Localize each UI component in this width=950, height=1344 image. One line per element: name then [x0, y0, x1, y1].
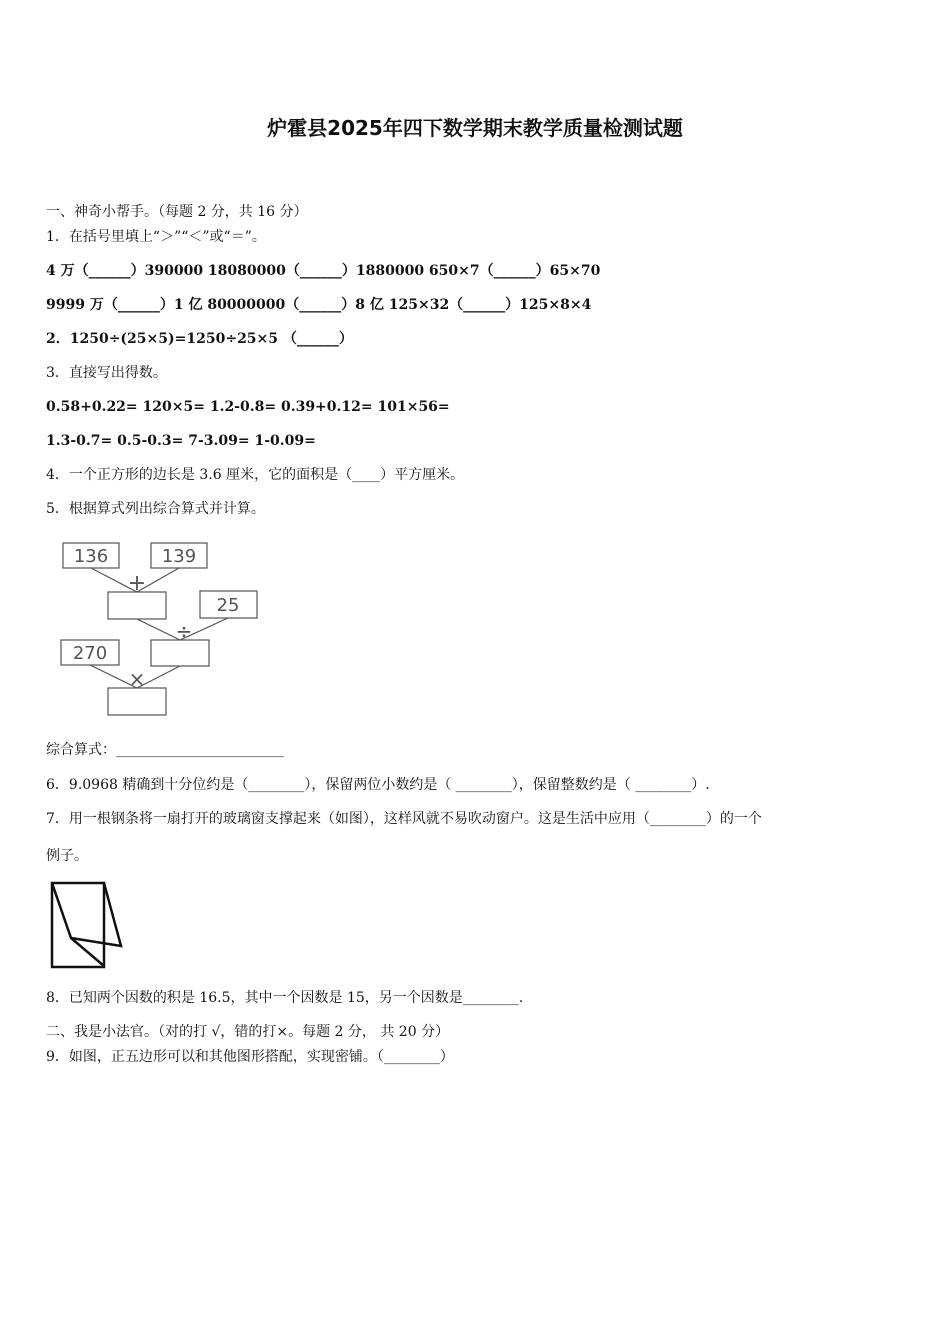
- question-6: 6．9.0968 精确到十分位约是（________），保留两位小数约是（ ________），保留整数约是（ ________）.: [46, 777, 710, 793]
- question-8: 8．已知两个因数的积是 16.5，其中一个因数是 15，另一个因数是________.: [46, 990, 524, 1006]
- blank-box-sum: [108, 592, 166, 619]
- question-3-row-2: 1.3-0.7= 0.5-0.3= 7-3.09= 1-0.09=: [46, 433, 316, 449]
- question-3-row-1: 0.58+0.22= 120×5= 1.2-0.8= 0.39+0.12= 101×56=: [46, 399, 450, 415]
- blank-box-quotient: [151, 640, 209, 666]
- box-139-label: 139: [161, 546, 197, 567]
- question-1-stem: 1．在括号里填上“＞”“＜”或“＝”。: [46, 229, 266, 245]
- question-9: 9．如图，正五边形可以和其他图形搭配，实现密铺。（________）: [46, 1049, 454, 1065]
- question-1-row-2: 9999 万（______）1 亿 80000000（______）8 亿 125×32（______）125×8×4: [46, 297, 592, 313]
- multiply-operator: ×: [128, 667, 146, 691]
- divide-operator: ÷: [175, 619, 193, 643]
- box-136-label: 136: [73, 546, 109, 567]
- blank-box-result: [108, 688, 166, 715]
- page-title: 炉霍县2025年四下数学期末教学质量检测试题: [267, 116, 683, 140]
- question-2: 2．1250÷(25×5)=1250÷25×5 （______）: [46, 331, 353, 347]
- question-7-line-2: 例子。: [46, 848, 88, 864]
- section-1-heading: 一、神奇小帮手。（每题 2 分，共 16 分）: [46, 204, 308, 220]
- propped-window-figure: [46, 878, 126, 970]
- question-1-row-1: 4 万（______）390000 18080000（______）1880000 650×7（______）65×70: [46, 263, 601, 279]
- question-4: 4．一个正方形的边长是 3.6 厘米，它的面积是（____）平方厘米。: [46, 467, 465, 483]
- box-270-label: 270: [72, 643, 108, 664]
- question-7-line-1: 7．用一根钢条将一扇打开的玻璃窗支撑起来（如图），这样风就不易吹动窗户。这是生活中应用（________）的一个: [46, 811, 762, 827]
- calculation-flow-diagram: [56, 535, 266, 720]
- question-5-stem: 5．根据算式列出综合算式并计算。: [46, 501, 265, 517]
- section-2-heading: 二、我是小法官。（对的打 √，错的打×。每题 2 分， 共 20 分）: [46, 1024, 450, 1040]
- question-3-stem: 3．直接写出得数。: [46, 365, 167, 381]
- question-5-answer-line: 综合算式：________________________: [46, 742, 284, 758]
- box-25-label: 25: [216, 595, 240, 616]
- plus-operator: +: [127, 571, 147, 596]
